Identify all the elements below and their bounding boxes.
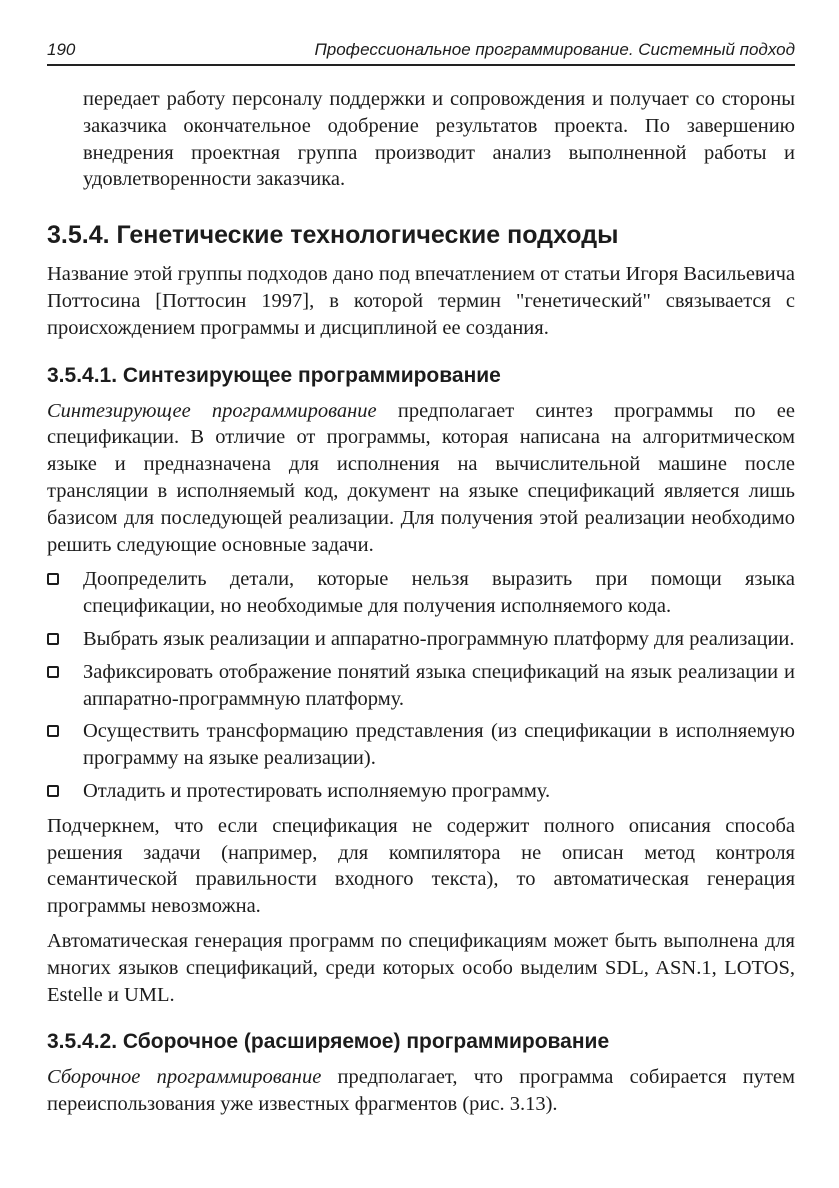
list-item-text: Осуществить трансформацию представления (из спецификации в исполняемую программу на языке реализации). (83, 720, 795, 770)
page-content (47, 86, 795, 1118)
term-assembly-programming: Сборочное программирование (47, 1066, 322, 1089)
intro-paragraph: передает работу персоналу поддержки и сопровождения и получает со стороны заказчика окончательное одобрение результатов проекта. По завершению внедрения проектная группа производит анализ выполненной работы и удовлетворенности заказчика. (83, 88, 795, 191)
page-header (47, 38, 795, 66)
checkbox-bullet-icon (47, 633, 59, 645)
list-item-text: Выбрать язык реализации и аппаратно-программную платформу для реализации. (83, 627, 795, 650)
section-3-5-4-1-paragraph-2: Подчеркнем, что если спецификация не содержит полного описания способа решения задачи (например, для компилятора не описан метод контроля семантической правильности входного текста), то автоматическая генерация программы невозможна. (47, 814, 795, 918)
checkbox-bullet-icon (47, 785, 59, 797)
section-title-3-5-4-1: 3.5.4.1. Синтезирующее программирование (47, 363, 501, 387)
section-3-5-4-paragraph: Название этой группы подходов дано под впечатлением от статьи Игоря Васильевича Поттосина [Поттосин 1997], в которой термин "генетический" связывается с происхождением программы и дисциплиной ее создания. (47, 263, 795, 339)
list-item-text: Доопределить детали, которые нельзя выразить при помощи языка спецификации, но необходимые для получения исполняемого кода. (83, 568, 795, 618)
section-3-5-4-1-paragraph-3: Автоматическая генерация программ по спецификациям может быть выполнена для многих языков спецификаций, среди которых особо выделим SDL, ASN.1, LOTOS, Estelle и UML. (47, 929, 795, 1006)
list-item-text: Отладить и протестировать исполняемую программу. (83, 779, 551, 802)
term-synthesizing-programming: Синтезирующее программирование (47, 399, 377, 422)
paragraph-text: предполагает, что программа собирается путем переиспользования уже известных фрагментов (рис. 3.13). (47, 1066, 795, 1116)
checkbox-bullet-icon (47, 725, 59, 737)
paragraph-text: предполагает синтез программы по ее спецификации. В отличие от программы, которая написана на алгоритмическом языке и предназначена для исполнения на вычислительной машине после трансляции в исполняемый код, документ на языке спецификаций является лишь базисом для последующей реализации. Для получения этой реализации необходимо решить следующие основные задачи. (47, 399, 795, 556)
section-title-3-5-4: 3.5.4. Генетические технологические подходы (47, 221, 619, 250)
list-item (47, 778, 795, 805)
checkbox-bullet-icon (47, 573, 59, 585)
list-item-text: Зафиксировать отображение понятий языка спецификаций на язык реализации и аппаратно-программную платформу. (83, 660, 795, 710)
list-item (47, 626, 795, 653)
section-3-5-4-2-paragraph (47, 1064, 795, 1118)
section-title-3-5-4-2: 3.5.4.2. Сборочное (расширяемое) программирование (47, 1030, 610, 1054)
list-item (47, 659, 795, 713)
page-number: 190 (47, 40, 76, 59)
running-title: Профессиональное программирование. Системный подход (314, 40, 795, 59)
task-list (47, 566, 795, 804)
section-3-5-4-1-paragraph (47, 398, 795, 559)
list-item (47, 566, 795, 620)
list-item (47, 718, 795, 772)
checkbox-bullet-icon (47, 666, 59, 678)
